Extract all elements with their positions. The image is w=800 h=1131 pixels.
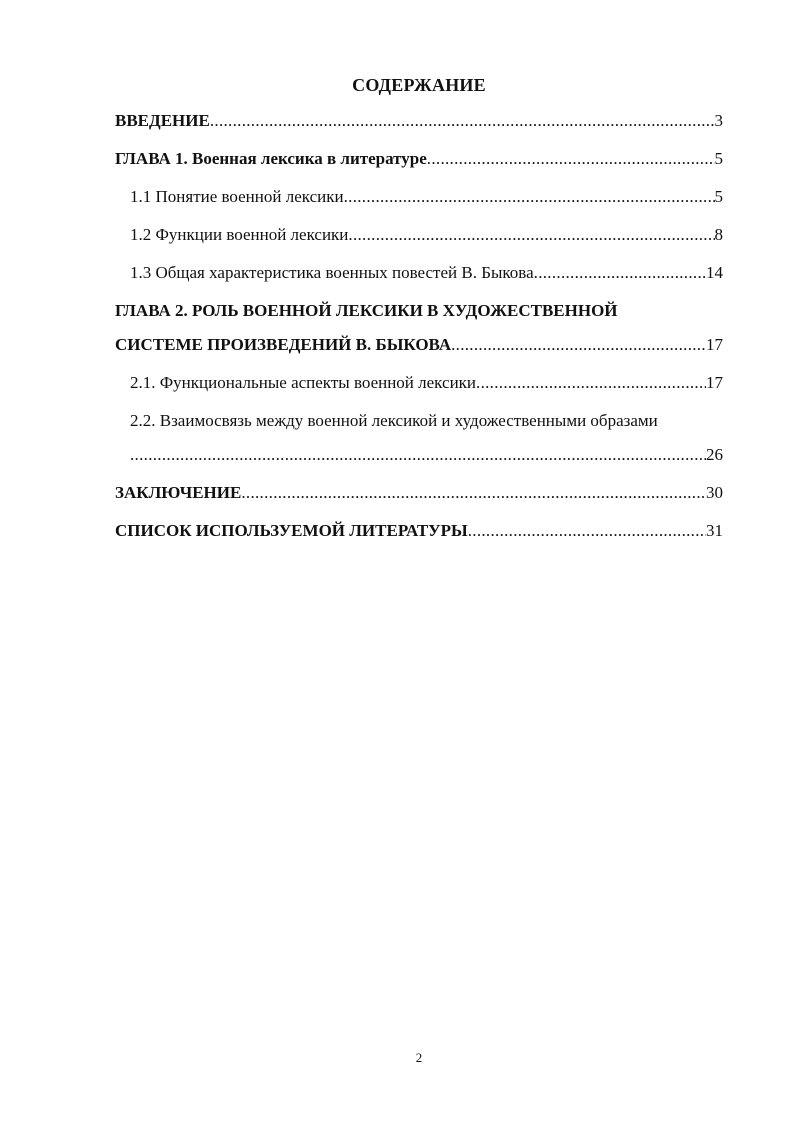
page-number: 2 <box>415 1050 423 1065</box>
toc-entry-section-2-2 <box>115 408 723 467</box>
toc-dot-leader <box>427 146 715 171</box>
toc-entry-chapter-2 <box>115 298 723 357</box>
toc-entry-label: ГЛАВА 1. Военная лексика в литературе <box>115 149 427 168</box>
toc-title: СОДЕРЖАНИЕ <box>352 75 486 95</box>
toc-dot-leader <box>348 222 714 247</box>
toc-entry-section-2-1 <box>115 370 723 395</box>
toc-dot-leader <box>241 480 706 505</box>
toc-entry-label: СПИСОК ИСПОЛЬЗУЕМОЙ ЛИТЕРАТУРЫ <box>115 521 468 540</box>
toc-entry-label: 1.2 Функции военной лексики <box>130 225 349 244</box>
toc-page-number: 14 <box>706 263 723 282</box>
toc-dot-leader <box>451 332 706 357</box>
toc-page-number: 31 <box>706 521 723 540</box>
toc-entry-chapter-1 <box>115 146 723 171</box>
toc-page-number: 17 <box>706 373 723 392</box>
toc-entry-label: 1.3 Общая характеристика военных повестей В. Быкова <box>130 263 534 282</box>
toc-page-number: 30 <box>706 483 723 502</box>
toc-dot-leader <box>476 370 706 395</box>
toc-entry-section-1-2 <box>115 222 723 247</box>
toc-entry-label: 1.1 Понятие военной лексики <box>130 187 344 206</box>
toc-dot-leader <box>130 442 706 467</box>
toc-entry-section-1-1 <box>115 184 723 209</box>
toc-entry-label: 2.1. Функциональные аспекты военной лексики <box>130 373 477 392</box>
toc-entry-label-line2: СИСТЕМЕ ПРОИЗВЕДЕНИЙ В. БЫКОВА <box>115 335 452 354</box>
toc-dot-leader <box>344 184 715 209</box>
toc-page-number: 26 <box>706 445 723 464</box>
table-of-contents <box>115 108 723 543</box>
toc-entry-introduction <box>115 108 723 133</box>
toc-page-number: 8 <box>714 225 723 244</box>
toc-dot-leader <box>534 260 706 285</box>
toc-dot-leader <box>210 108 715 133</box>
toc-dot-leader <box>468 518 706 543</box>
toc-page-number: 17 <box>706 335 723 354</box>
toc-page-number: 5 <box>714 187 723 206</box>
toc-entry-bibliography <box>115 518 723 543</box>
toc-entry-conclusion <box>115 480 723 505</box>
toc-entry-section-1-3 <box>115 260 723 285</box>
toc-page-number: 5 <box>714 149 723 168</box>
toc-entry-label: ВВЕДЕНИЕ <box>115 111 210 130</box>
toc-page-number: 3 <box>714 111 723 130</box>
toc-entry-label: ЗАКЛЮЧЕНИЕ <box>115 483 242 502</box>
toc-entry-label-line1: ГЛАВА 2. РОЛЬ ВОЕННОЙ ЛЕКСИКИ В ХУДОЖЕСТВЕННОЙ <box>115 301 618 320</box>
toc-entry-label-line1: 2.2. Взаимосвязь между военной лексикой и художественными образами <box>130 411 658 430</box>
